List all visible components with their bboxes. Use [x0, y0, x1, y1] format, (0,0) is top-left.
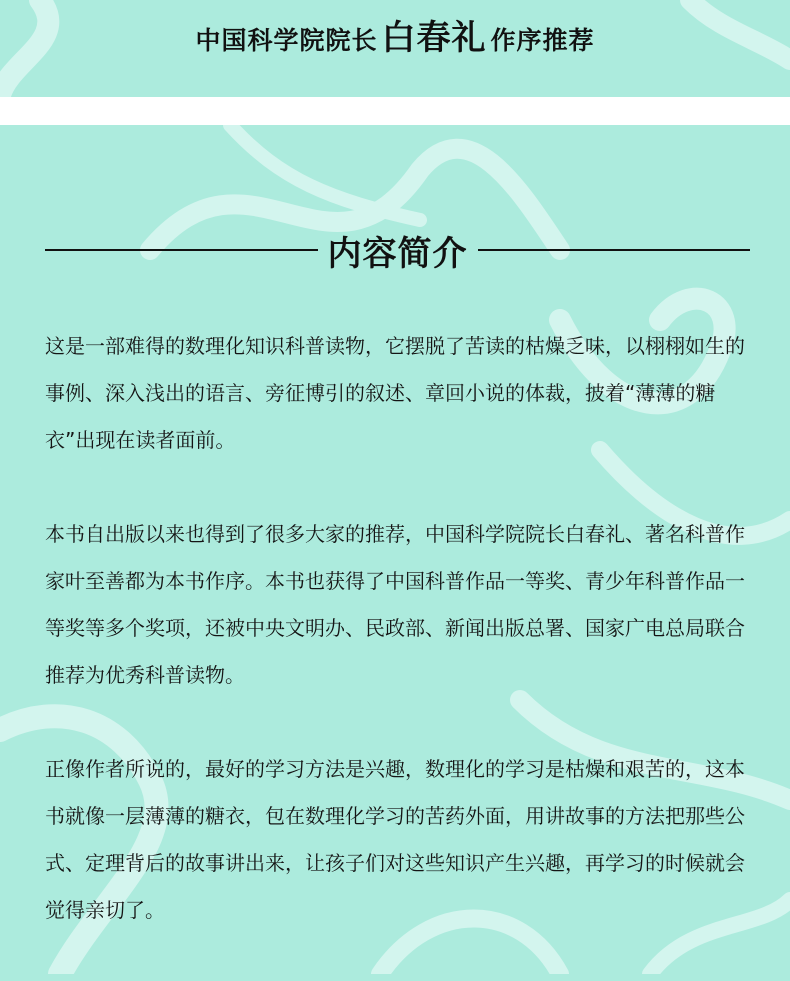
heading-rule-left — [45, 249, 318, 251]
banner-text — [195, 10, 594, 59]
paragraph-3: 正像作者所说的，最好的学习方法是兴趣，数理化的学习是枯燥和艰苦的，这本书就像一层薄薄的糖衣，包在数理化学习的苦药外面，用讲故事的方法把那些公式、定理背后的故事讲出来，让孩子们对这些知识产生兴趣，再学习的时候就会觉得亲切了。 — [45, 757, 745, 922]
banner-prefix: 中国科学院院长 — [195, 26, 378, 55]
banner-suffix: 作序推荐 — [490, 26, 595, 55]
heading-rule-right — [478, 249, 751, 251]
paragraph-2: 本书自出版以来也得到了很多大家的推荐，中国科学院院长白春礼、著名科普作家叶至善都为本书作序。本书也获得了中国科普作品一等奖、青少年科普作品一等奖等多个奖项，还被中央文明办、民政部、新闻出版总署、国家广电总局联合推荐为优秀科普读物。 — [45, 522, 745, 687]
banner-author-name: 白春礼 — [381, 18, 487, 58]
top-banner — [0, 0, 790, 97]
section-title: 内容简介 — [327, 233, 468, 274]
section-heading — [45, 222, 750, 278]
paragraph-1: 这是一部难得的数理化知识科普读物，它摆脱了苦读的枯燥乏味，以栩栩如生的事例、深入浅出的语言、旁征博引的叙述、章回小说的体裁，披着“薄薄的糖衣”出现在读者面前。 — [45, 334, 745, 452]
white-divider-strip — [0, 97, 790, 125]
content-body — [45, 323, 750, 981]
